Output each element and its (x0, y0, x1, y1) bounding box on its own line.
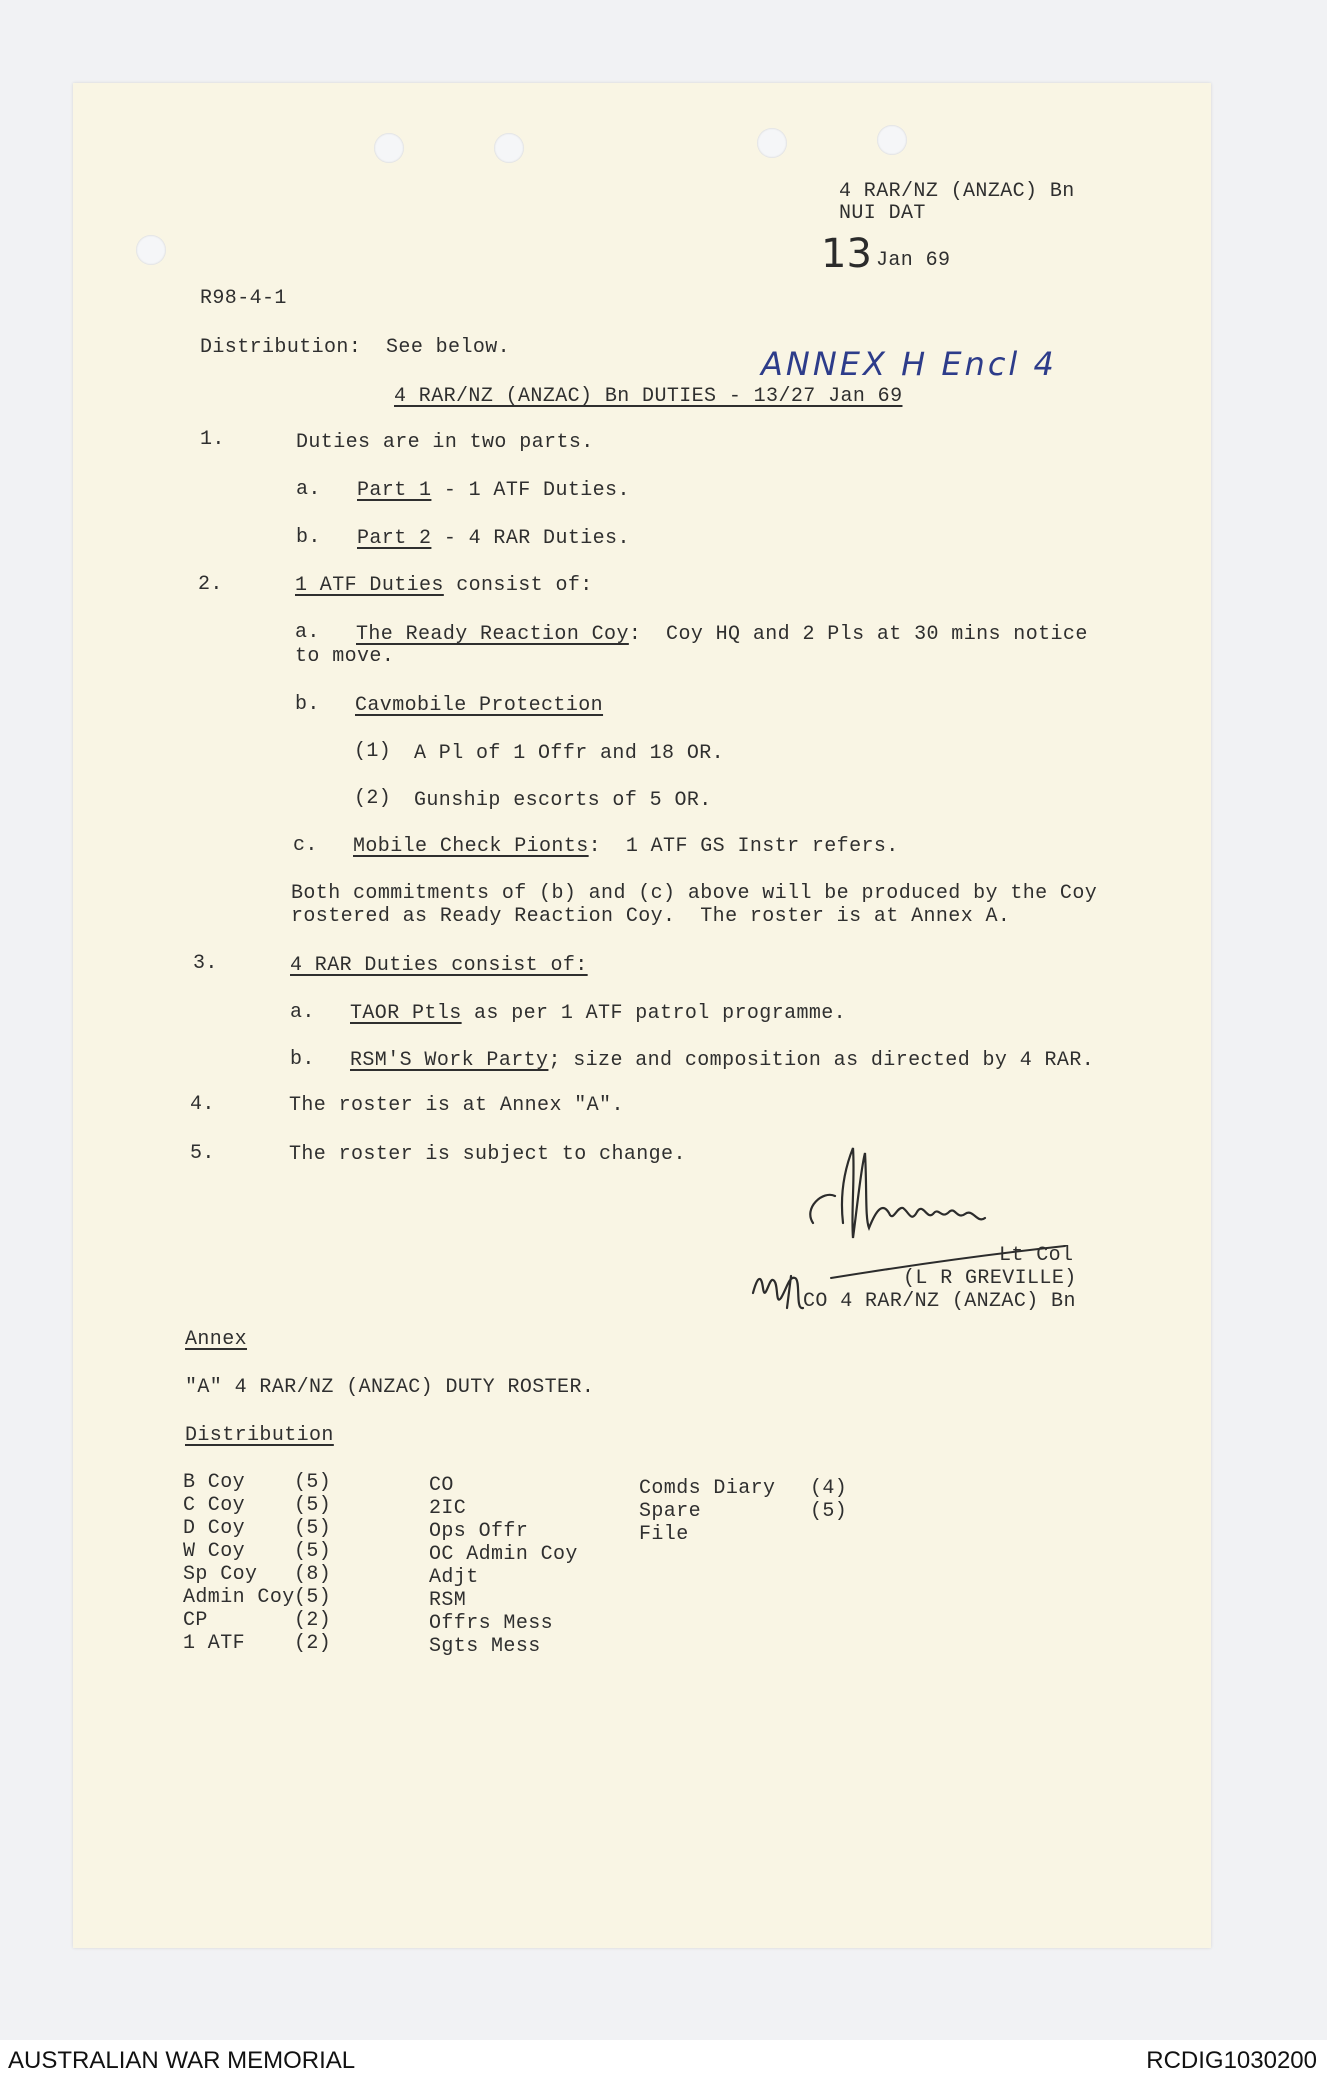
para3-number: 3. (193, 952, 218, 975)
dist-col2-item: RSM (429, 1589, 467, 1612)
annex-item: "A" 4 RAR/NZ (ANZAC) DUTY ROSTER. (185, 1376, 595, 1399)
para2-text: consist of: (443, 574, 593, 597)
para2b-heading: Cavmobile Protection (355, 694, 604, 717)
dist-col1-count: (5) (294, 1540, 332, 1563)
dist-col1-count: (2) (294, 1632, 332, 1655)
dist-col3-count: (5) (810, 1500, 848, 1523)
para2a-heading: The Ready Reaction Coy (356, 623, 629, 646)
para5-text: The roster is subject to change. (289, 1143, 686, 1166)
para1a-text: - 1 ATF Duties. (431, 479, 630, 502)
para2-number: 2. (198, 573, 223, 596)
dist-col2-item: Ops Offr (429, 1520, 529, 1543)
signatory-appointment: CO 4 RAR/NZ (ANZAC) Bn (803, 1290, 1076, 1313)
para1b-label: b. (296, 526, 321, 549)
para3a-line (350, 1002, 846, 1025)
footer-right-id: RCDIG1030200 (1146, 2047, 1317, 2074)
dist-col2-item: OC Admin Coy (429, 1543, 578, 1566)
para2b1-label: (1) (354, 740, 392, 763)
para3b-label: b. (290, 1048, 315, 1071)
document-title: 4 RAR/NZ (ANZAC) Bn DUTIES - 13/27 Jan 69 (394, 385, 903, 408)
para3-heading: 4 RAR Duties consist of: (290, 954, 588, 977)
para2b2-label: (2) (354, 787, 392, 810)
dist-col1-count: (2) (294, 1609, 332, 1632)
dist-col3-name: File (639, 1523, 689, 1546)
dist-col1-name: W Coy (183, 1540, 246, 1563)
para1b-text: - 4 RAR Duties. (431, 527, 630, 550)
dist-col1-name: CP (183, 1609, 208, 1632)
punch-hole (374, 133, 404, 163)
para1b-heading: Part 2 (357, 527, 432, 550)
para2b-label: b. (295, 693, 320, 716)
footer-left-credit: AUSTRALIAN WAR MEMORIAL (8, 2047, 356, 2074)
para1-number: 1. (200, 428, 225, 451)
location-header: NUI DAT (839, 202, 926, 225)
para3b-heading: RSM'S Work Party (350, 1049, 549, 1072)
para3a-heading: TAOR Ptls (350, 1002, 462, 1025)
dist-col1-name: Admin Coy (183, 1586, 295, 1609)
reference-number: R98-4-1 (200, 287, 287, 310)
para2-line (295, 574, 593, 597)
para2b1-text: A Pl of 1 Offr and 18 OR. (414, 742, 725, 765)
distribution-heading: Distribution (185, 1424, 334, 1447)
para3a-text: as per 1 ATF patrol programme. (461, 1002, 847, 1025)
para2a-line2: to move. (295, 645, 395, 668)
para4-text: The roster is at Annex "A". (289, 1094, 624, 1117)
document-page (73, 83, 1211, 1948)
para4-number: 4. (190, 1093, 215, 1116)
para2-note-line1: Both commitments of (b) and (c) above will be produced by the Coy (291, 882, 1098, 905)
unit-header: 4 RAR/NZ (ANZAC) Bn (839, 180, 1075, 203)
para5-number: 5. (190, 1142, 215, 1165)
punch-hole (877, 125, 907, 155)
dist-col2-item: CO (429, 1474, 454, 1497)
para1a-line (357, 479, 630, 502)
annex-heading: Annex (185, 1328, 248, 1351)
handwritten-annotation: ANNEX H Encl 4 (761, 345, 1057, 383)
para2a-line (356, 623, 1088, 646)
para2b2-text: Gunship escorts of 5 OR. (414, 789, 712, 812)
dist-col3-name: Comds Diary (639, 1477, 776, 1500)
para3b-text: ; size and composition as directed by 4 RAR. (548, 1049, 1095, 1072)
signatory-rank: Lt Col (999, 1244, 1074, 1267)
dist-col1-count: (8) (294, 1563, 332, 1586)
para1a-label: a. (296, 478, 321, 501)
dist-col1-count: (5) (294, 1471, 332, 1494)
dist-col1-name: Sp Coy (183, 1563, 258, 1586)
distribution-line: Distribution: See below. (200, 336, 511, 359)
para2c-text: : 1 ATF GS Instr refers. (588, 835, 899, 858)
para2a-label: a. (295, 621, 320, 644)
para2a-text: : Coy HQ and 2 Pls at 30 mins notice (628, 623, 1088, 646)
dist-col3-count: (4) (810, 1477, 848, 1500)
dist-col2-item: 2IC (429, 1497, 467, 1520)
punch-hole (757, 128, 787, 158)
dist-col1-count: (5) (294, 1494, 332, 1517)
dist-col3-name: Spare (639, 1500, 702, 1523)
dist-col1-count: (5) (294, 1517, 332, 1540)
para2-heading: 1 ATF Duties (295, 574, 444, 597)
date-header: Jan 69 (876, 249, 951, 272)
para2c-heading: Mobile Check Pionts (353, 835, 589, 858)
dist-col1-name: C Coy (183, 1494, 246, 1517)
dist-col2-item: Offrs Mess (429, 1612, 554, 1635)
dist-col1-name: 1 ATF (183, 1632, 246, 1655)
handwritten-date-day: 13 (821, 231, 872, 277)
para1b-line (357, 527, 630, 550)
punch-hole (494, 133, 524, 163)
para2-note-line2: rostered as Ready Reaction Coy. The roster is at Annex A. (291, 905, 1011, 928)
para2c-line (353, 835, 899, 858)
punch-hole (136, 235, 166, 265)
dist-col1-name: D Coy (183, 1517, 246, 1540)
para1a-heading: Part 1 (357, 479, 432, 502)
dist-col2-item: Sgts Mess (429, 1635, 541, 1658)
dist-col1-name: B Coy (183, 1471, 246, 1494)
para3a-label: a. (290, 1001, 315, 1024)
dist-col1-count: (5) (294, 1586, 332, 1609)
dist-col2-item: Adjt (429, 1566, 479, 1589)
para3b-line (350, 1049, 1094, 1072)
para2c-label: c. (293, 834, 318, 857)
para1-text: Duties are in two parts. (296, 431, 594, 454)
signatory-name: (L R GREVILLE) (903, 1267, 1077, 1290)
